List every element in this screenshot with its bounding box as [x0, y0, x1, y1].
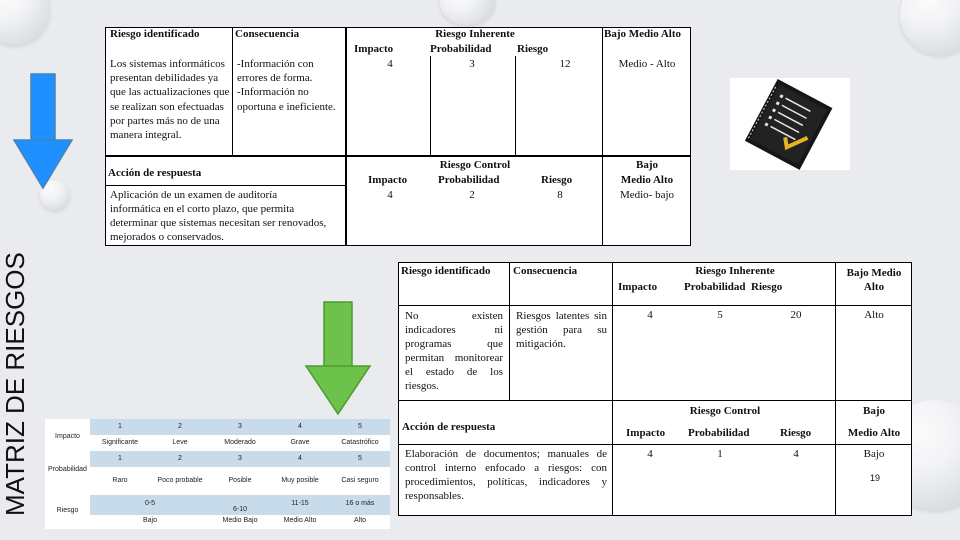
top-level-header: Bajo Medio Alto — [604, 28, 681, 40]
bottom-inherent-title: Riesgo Inherente — [695, 265, 775, 277]
matrix-row-label: Probabilidad — [48, 466, 87, 473]
bottom-response-header: Acción de respuesta — [402, 421, 496, 433]
risk-word: Alto — [353, 517, 367, 524]
slide-title: MATRIZ DE RIESGOS — [0, 252, 30, 516]
top-impact-label: Impacto — [354, 43, 394, 55]
top-risk-text: Los sistemas informáticos presentan debilidades ya que las actualizaciones que se realizan son efectuadas por partes más no de una manera integral. — [110, 58, 230, 142]
impact-word: Significante — [101, 439, 139, 446]
probability-word: Posible — [228, 477, 252, 484]
top-risk-value: 12 — [559, 58, 571, 70]
probability-number: 5 — [358, 455, 362, 462]
top-control-risk-label: Riesgo — [541, 174, 573, 186]
probability-word: Poco probable — [157, 477, 203, 484]
top-control-probability-label: Probabilidad — [438, 174, 500, 186]
risk-range: 11-15 — [291, 500, 309, 507]
scale-matrix — [45, 419, 390, 529]
top-response-text: Aplicación de un examen de auditoría informática en el corto plazo, que permita determinar que sistemas necesitan ser renovados, mejorados o conservados. — [110, 189, 327, 243]
consequence-line: -Información con — [237, 58, 314, 70]
probability-number: 2 — [178, 455, 182, 462]
consequence-line: oportuna e ineficiente. — [237, 100, 336, 113]
top-control-impact-label: Impacto — [368, 174, 408, 186]
risk-word: Medio Alto — [283, 517, 317, 524]
consequence-line: -Información no — [237, 86, 309, 99]
bottom-control-impact-value: 4 — [647, 448, 653, 460]
bottom-control-level-header-1: Bajo — [863, 405, 885, 417]
impact-number: 4 — [298, 423, 302, 430]
top-inherent-title: Riesgo Inherente — [435, 28, 515, 40]
top-consequence-text — [237, 57, 347, 114]
matrix-row-label: Impacto — [55, 433, 80, 440]
impact-word: Catastrófico — [341, 439, 379, 446]
risk-word: Bajo — [142, 517, 157, 524]
top-risk-label: Riesgo — [517, 43, 549, 55]
bottom-probability-value: 5 — [717, 309, 723, 321]
probability-number: 4 — [298, 455, 302, 462]
water-drop — [900, 0, 960, 55]
top-probability-label: Probabilidad — [430, 43, 492, 55]
top-control-probability-value: 2 — [469, 189, 475, 201]
top-probability-value: 3 — [469, 58, 475, 70]
water-drop — [0, 0, 50, 45]
consequence-line: errores de forma. — [237, 72, 313, 85]
bottom-response-text: Elaboración de documentos; manuales de control interno enfocado a riesgos: con procedimientos, políticas, indicadores y responsables. — [405, 448, 607, 502]
bottom-risk-text: No existen indicadores ni programas que permitan monitorear el estado de los riesgos. — [405, 310, 503, 392]
probability-word: Casi seguro — [341, 477, 379, 484]
bottom-risk-value: 20 — [790, 309, 802, 321]
probability-word: Raro — [112, 477, 128, 484]
bottom-impact-value: 4 — [647, 309, 653, 321]
risk-word: Medio Bajo — [222, 517, 258, 524]
impact-word: Moderado — [224, 439, 256, 446]
top-control-level-header-2: Medio Alto — [620, 174, 674, 186]
bottom-control-risk-value: 4 — [793, 448, 799, 460]
bottom-consequence-header: Consecuencia — [513, 265, 578, 277]
top-control-impact-value: 4 — [387, 189, 393, 201]
probability-word: Muy posible — [281, 477, 319, 484]
bottom-level-header: Bajo Medio Alto — [846, 267, 902, 293]
bottom-level-value: Alto — [864, 309, 884, 321]
bottom-control-probability-value: 1 — [717, 448, 723, 460]
checklist-book-icon — [730, 78, 850, 170]
bottom-impact-label: Impacto — [618, 281, 658, 293]
impact-word: Grave — [290, 439, 310, 446]
top-risk-header: Riesgo identificado — [110, 28, 200, 40]
bottom-control-title: Riesgo Control — [689, 405, 761, 417]
water-drop — [440, 0, 495, 25]
top-control-title: Riesgo Control — [439, 159, 511, 171]
page-number: 19 — [869, 473, 880, 483]
bottom-risk-header: Riesgo identificado — [401, 265, 491, 277]
bottom-consequence-text: Riesgos latentes sin gestión para su mitigación. — [516, 310, 607, 350]
checklist-book-image — [730, 78, 850, 170]
bottom-control-probability-label: Probabilidad — [688, 427, 750, 439]
bottom-control-impact-label: Impacto — [626, 427, 666, 439]
top-control-risk-value: 8 — [557, 189, 563, 201]
top-control-level-header-1: Bajo — [636, 159, 658, 171]
matrix-row-label: Riesgo — [56, 507, 79, 514]
down-arrow-green-icon — [302, 300, 374, 418]
risk-range: 0-5 — [144, 500, 156, 507]
top-response-header: Acción de respuesta — [108, 167, 202, 179]
top-control-level-value: Medio- bajo — [619, 189, 675, 201]
impact-number: 2 — [178, 423, 182, 430]
impact-number: 1 — [118, 423, 122, 430]
top-consequence-header: Consecuencia — [235, 28, 300, 40]
probability-number: 3 — [238, 455, 242, 462]
top-impact-value: 4 — [387, 58, 393, 70]
bottom-probability-risk-label: Probabilidad Riesgo — [684, 281, 783, 293]
bottom-control-level-value: Bajo — [863, 448, 885, 460]
impact-number: 5 — [358, 423, 362, 430]
down-arrow-blue-icon — [10, 72, 76, 192]
bottom-control-level-header-2: Medio Alto — [847, 427, 901, 439]
top-level-value: Medio - Alto — [618, 58, 676, 70]
risk-range: 6-10 — [232, 506, 247, 513]
risk-range: 16 o más — [345, 500, 375, 507]
impact-number: 3 — [238, 423, 242, 430]
probability-number: 1 — [118, 455, 122, 462]
bottom-control-risk-label: Riesgo — [780, 427, 812, 439]
impact-word: Leve — [172, 439, 188, 446]
